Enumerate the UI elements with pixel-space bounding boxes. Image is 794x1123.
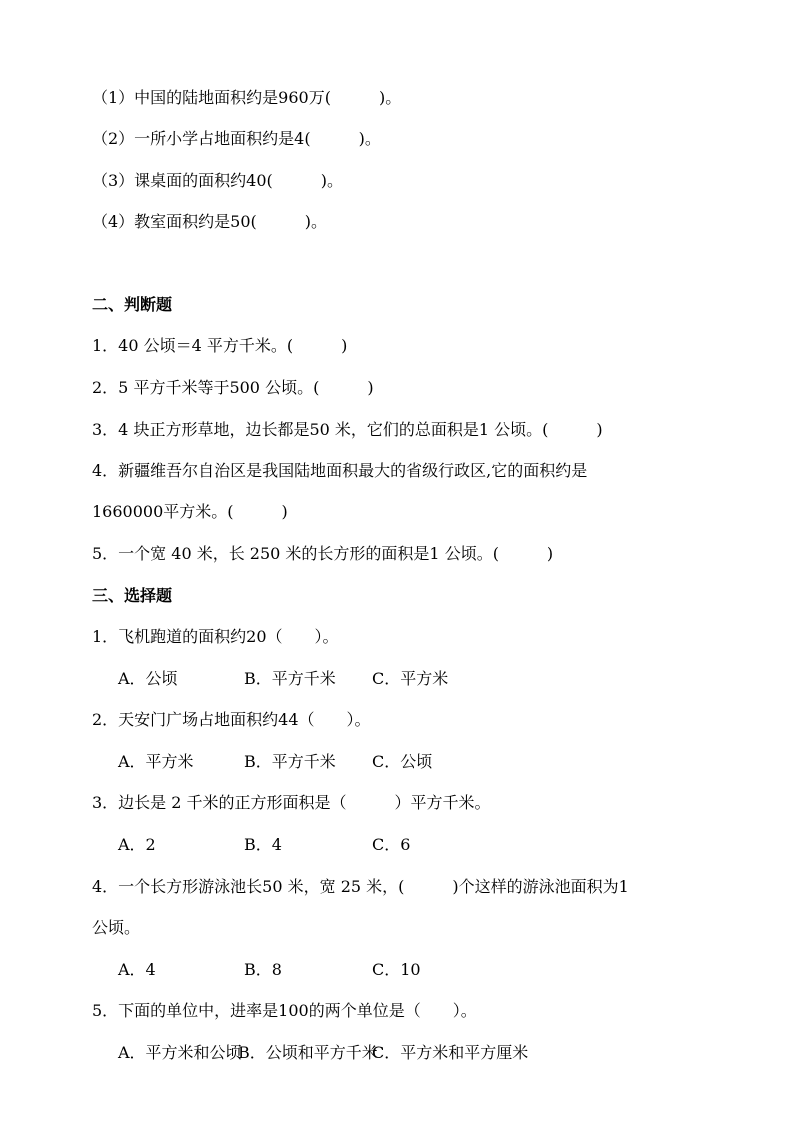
choice-question-3: 3．边长是 2 千米的正方形面积是（ ）平方千米。 <box>92 793 491 812</box>
option-c: C．平方米和平方厘米 <box>372 1043 529 1062</box>
option-c: C．10 <box>372 960 421 979</box>
option-a: A．公顷 <box>118 669 178 688</box>
choice-question-4-line-1: 4．一个长方形游泳池长50 米，宽 25 米，( )个这样的游泳池面积为1 <box>92 877 629 896</box>
option-b: B．平方千米 <box>244 669 336 688</box>
option-a: A．平方米和公顷 <box>118 1043 242 1062</box>
option-a: A．4 <box>118 960 156 979</box>
judge-item-2: 2．5 平方千米等于500 公顷。( ) <box>92 378 374 397</box>
option-b: B．8 <box>244 960 282 979</box>
choice-question-4-line-2: 公顷。 <box>92 918 141 937</box>
judge-item-1: 1．40 公顷＝4 平方千米。( ) <box>92 336 348 355</box>
choice-question-5: 5．下面的单位中，进率是100的两个单位是（ ）。 <box>92 1001 477 1020</box>
fill-item-4: （4）教室面积约是50( )。 <box>92 212 328 231</box>
option-c: C．6 <box>372 835 411 854</box>
fill-item-3: （3）课桌面的面积约40( )。 <box>92 171 344 190</box>
judge-item-3: 3．4 块正方形草地，边长都是50 米，它们的总面积是1 公顷。( ) <box>92 420 603 439</box>
option-a: A．平方米 <box>118 752 194 771</box>
judge-item-4-line-2: 1660000平方米。( ) <box>92 502 288 521</box>
choice-question-2: 2．天安门广场占地面积约44（ ）。 <box>92 710 371 729</box>
fill-item-1: （1）中国的陆地面积约是960万( )。 <box>92 88 402 107</box>
judge-item-5: 5．一个宽 40 米，长 250 米的长方形的面积是1 公顷。( ) <box>92 544 554 563</box>
option-c: C．平方米 <box>372 669 449 688</box>
fill-item-2: （2）一所小学占地面积约是4( )。 <box>92 129 381 148</box>
option-b: B．平方千米 <box>244 752 336 771</box>
choice-question-1: 1．飞机跑道的面积约20（ ）。 <box>92 627 339 646</box>
section-heading-choice: 三、选择题 <box>92 586 173 605</box>
option-a: A．2 <box>118 835 156 854</box>
option-b: B．4 <box>244 835 282 854</box>
option-c: C．公顷 <box>372 752 433 771</box>
section-heading-judgement: 二、判断题 <box>92 295 173 314</box>
judge-item-4-line-1: 4．新疆维吾尔自治区是我国陆地面积最大的省级行政区,它的面积约是 <box>92 461 588 480</box>
option-b: B．公顷和平方千米 <box>238 1043 378 1062</box>
